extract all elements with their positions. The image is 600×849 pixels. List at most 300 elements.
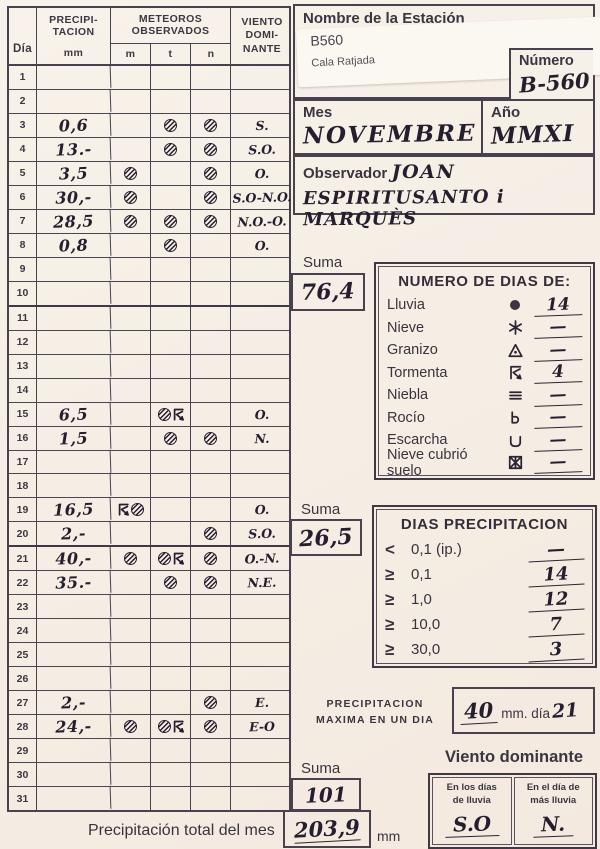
precip-max-label: PRECIPITACION MAXIMA EN UN DIA (316, 698, 434, 726)
threshold-count: 14 (527, 562, 584, 587)
precipitation-value (37, 738, 112, 764)
day-number: 9 (9, 258, 37, 281)
day-number: 27 (9, 691, 37, 714)
meteoro-m-cell (111, 403, 151, 426)
observador-first-name: JOAN (391, 161, 456, 183)
header-precip-unit: mm (63, 47, 84, 59)
meteoro-n-cell (191, 787, 231, 810)
header-col-n: n (207, 48, 215, 60)
rain-observed-icon (204, 215, 217, 228)
storm-observed-icon (172, 408, 185, 421)
meteoro-m-cell (111, 138, 151, 161)
meteoro-m-cell (111, 282, 151, 305)
day-number: 5 (9, 162, 37, 185)
dias-de-item (387, 446, 582, 479)
rain-observed-icon (204, 576, 217, 589)
observador-surname: ESPIRITUSANTO i MARQUÈS (302, 186, 505, 231)
total-precip-unit: mm (377, 828, 401, 844)
day-number: 4 (9, 138, 37, 161)
meteoro-m-cell (111, 498, 151, 521)
number-of-days-box (374, 262, 595, 480)
day-number: 20 (9, 522, 37, 545)
meteoro-t-cell (151, 282, 191, 305)
meteoro-n-cell (191, 715, 231, 738)
meteoro-t-cell (151, 331, 191, 354)
suma3-box (291, 778, 361, 811)
observador-label: Observador (303, 165, 388, 182)
meteoro-m-cell (111, 427, 151, 450)
precipitation-value (37, 280, 112, 306)
rain-observed-icon (164, 119, 177, 132)
month-year-box (293, 99, 595, 155)
precipitation-value (37, 256, 112, 282)
table-row-day-21 (9, 547, 289, 571)
rain-observed-icon (204, 527, 217, 540)
meteoro-m-cell (111, 90, 151, 113)
precipitation-value (37, 786, 112, 812)
suma1-label: Suma (303, 254, 343, 271)
table-row-day-8 (9, 234, 289, 258)
table-row-day-25 (9, 643, 289, 667)
dominant-wind-value: O. (254, 406, 270, 422)
table-row-day-28 (9, 715, 289, 739)
dominant-wind-value (231, 306, 294, 331)
precipitation-value: 1,5 (37, 425, 112, 451)
meteoro-t-cell (151, 186, 191, 209)
meteoro-t-cell (151, 451, 191, 474)
day-number: 3 (9, 114, 37, 137)
dominant-wind-value: S. (255, 117, 269, 134)
dias-precip-row (385, 537, 584, 562)
dias-de-item-label: Granizo (387, 342, 438, 359)
precip-max-unit: mm. día (501, 706, 550, 721)
dominant-wind-title: Viento dominante (444, 748, 584, 766)
meteoro-n-cell (191, 379, 231, 402)
precip-max-box (452, 687, 595, 734)
table-header (9, 8, 289, 66)
rain-observed-icon (204, 143, 217, 156)
meteoro-t-cell (151, 643, 191, 666)
meteoro-n-cell (191, 595, 231, 618)
meteoro-m-cell (111, 715, 151, 738)
table-row-day-14 (9, 379, 289, 403)
precipitation-value: 40,- (37, 546, 112, 572)
table-row-day-18 (9, 474, 289, 498)
table-row-day-24 (9, 619, 289, 643)
meteoro-m-cell (111, 186, 151, 209)
meteoro-n-cell (191, 691, 231, 714)
numero-value: B-560 (518, 67, 591, 98)
day-number: 28 (9, 715, 37, 738)
dias-de-item-value: — (534, 429, 583, 452)
precipitation-value (37, 305, 112, 331)
rain-observed-icon (164, 239, 177, 252)
dominant-wind-value (231, 642, 294, 667)
day-number: 22 (9, 571, 37, 594)
meteoro-n-cell (191, 282, 231, 305)
precipitation-value: 6,5 (37, 401, 112, 427)
suma3-value: 101 (304, 781, 348, 808)
dominant-wind-value (231, 378, 294, 403)
mes-value: NOVEMBRE (302, 119, 477, 150)
table-row-day-23 (9, 595, 289, 619)
dominant-wind-value: N.O.-O. (237, 213, 287, 230)
threshold-label: 0,1 (ip.) (411, 541, 462, 558)
precipitation-value: 2,- (37, 690, 112, 716)
table-row-day-20 (9, 522, 289, 547)
precip-max-value: 40 (459, 697, 498, 725)
threshold-operator: ≥ (385, 639, 395, 659)
dias-precip-row (385, 612, 584, 637)
table-row-day-9 (9, 258, 289, 282)
meteoro-t-cell (151, 138, 191, 161)
wind-max-rain-day-cell: En el día de más lluvia N. (514, 777, 594, 845)
rain-observed-icon (131, 503, 144, 516)
table-row-day-15 (9, 403, 289, 427)
dominant-wind-value (231, 354, 294, 379)
fog-icon (504, 388, 526, 403)
station-number-cell (509, 48, 593, 101)
observer-box (293, 155, 595, 231)
precipitation-value: 24,- (37, 714, 112, 740)
precipitation-value (37, 618, 112, 644)
meteoro-n-cell (191, 763, 231, 786)
rain-observed-icon (204, 119, 217, 132)
precipitation-value: 0,6 (37, 113, 112, 139)
meteoro-m-cell (111, 474, 151, 497)
wind-rain-days-value: S.O (444, 811, 499, 838)
meteoro-n-cell (191, 307, 231, 330)
precipitation-value (37, 329, 112, 355)
station-label: Nombre de la Estación (303, 10, 465, 27)
dominant-wind-value (231, 281, 294, 306)
meteoro-n-cell (191, 66, 231, 89)
meteoro-t-cell (151, 66, 191, 89)
dew-icon (504, 410, 526, 425)
day-number: 18 (9, 474, 37, 497)
meteoro-t-cell (151, 739, 191, 762)
dominant-wind-value (231, 618, 294, 643)
rain-observed-icon (204, 191, 217, 204)
dias-de-title: NUMERO DE DIAS DE: (398, 273, 571, 290)
dominant-wind-value: S.O-N.O. (232, 189, 292, 206)
threshold-operator: < (385, 539, 395, 559)
meteoro-m-cell (111, 667, 151, 690)
meteoro-m-cell (111, 258, 151, 281)
table-row-day-4 (9, 138, 289, 162)
meteoro-t-cell (151, 787, 191, 810)
meteoro-t-cell (151, 114, 191, 137)
table-row-day-10 (9, 282, 289, 307)
dias-de-item-value: 14 (534, 294, 583, 317)
meteoro-m-cell (111, 522, 151, 545)
dominant-wind-value: N. (254, 430, 270, 446)
rain-observed-icon (124, 215, 137, 228)
day-number: 29 (9, 739, 37, 762)
dias-precip-row (385, 637, 584, 662)
storm-observed-icon (117, 503, 130, 516)
header-day: Día (9, 8, 37, 64)
meteoro-n-cell (191, 667, 231, 690)
rain-observed-icon (164, 215, 177, 228)
day-number: 10 (9, 282, 37, 305)
meteoro-m-cell (111, 571, 151, 594)
meteoro-t-cell (151, 763, 191, 786)
rain-observed-icon (204, 696, 217, 709)
precipitation-value: 16,5 (37, 497, 112, 523)
dominant-wind-value (231, 786, 294, 811)
dominant-wind-value: N.E. (247, 574, 277, 591)
dominant-wind-value (231, 450, 294, 475)
meteoro-t-cell (151, 307, 191, 330)
meteoro-t-cell (151, 595, 191, 618)
meteoro-t-cell (151, 667, 191, 690)
day-number: 13 (9, 355, 37, 378)
day-number: 16 (9, 427, 37, 450)
day-number: 19 (9, 498, 37, 521)
rain-observed-icon (124, 167, 137, 180)
numero-label: Número (519, 53, 574, 69)
day-number: 2 (9, 90, 37, 113)
meteoro-m-cell (111, 595, 151, 618)
dominant-wind-value: O. (254, 237, 270, 253)
year-cell (483, 101, 593, 153)
header-col-m: m (111, 44, 151, 64)
month-cell (295, 101, 483, 153)
rain-observed-icon (124, 191, 137, 204)
day-number: 21 (9, 547, 37, 570)
meteoro-t-cell (151, 474, 191, 497)
dominant-wind-value: S.O. (248, 526, 276, 542)
day-number: 1 (9, 66, 37, 89)
table-row-day-27 (9, 691, 289, 715)
day-number: 24 (9, 619, 37, 642)
meteoro-n-cell (191, 474, 231, 497)
table-row-day-2 (9, 90, 289, 114)
meteoro-n-cell (191, 114, 231, 137)
meteoro-t-cell (151, 691, 191, 714)
station-box (293, 4, 595, 99)
meteoro-m-cell (111, 619, 151, 642)
dias-de-item-label: Rocío (387, 409, 425, 426)
precipitation-value (37, 353, 112, 379)
meteoro-m-cell (111, 66, 151, 89)
meteoro-n-cell (191, 331, 231, 354)
day-number: 17 (9, 451, 37, 474)
total-precip-value: 203,9 (293, 814, 361, 843)
rain-observed-icon (204, 167, 217, 180)
precipitation-value: 3,5 (37, 161, 112, 187)
dominant-wind-value (231, 89, 294, 114)
station-name: Cala Ratjada (311, 54, 376, 70)
table-row-day-26 (9, 667, 289, 691)
precipitation-value: 35.- (37, 570, 112, 596)
precipitation-value: 0,8 (37, 232, 112, 258)
dominant-wind-value (231, 474, 294, 499)
dominant-wind-value: E-O (248, 718, 276, 735)
day-number: 11 (9, 307, 37, 330)
suma2-value: 26,5 (298, 523, 354, 552)
table-row-day-29 (9, 739, 289, 763)
table-row-day-22 (9, 571, 289, 595)
dias-precip-title: DIAS PRECIPITACION (400, 516, 569, 533)
meteoro-t-cell (151, 498, 191, 521)
meteoro-t-cell (151, 403, 191, 426)
meteoro-m-cell (111, 355, 151, 378)
rain-icon (504, 298, 526, 312)
meteoro-m-cell (111, 210, 151, 233)
total-precip-box (283, 810, 371, 848)
meteoro-m-cell (111, 739, 151, 762)
table-row-day-3 (9, 114, 289, 138)
meteoro-t-cell (151, 571, 191, 594)
precipitation-value (37, 594, 112, 620)
meteoro-n-cell (191, 210, 231, 233)
dias-de-item-value: — (534, 451, 583, 474)
meteoro-n-cell (191, 403, 231, 426)
day-number: 23 (9, 595, 37, 618)
meteoro-n-cell (191, 498, 231, 521)
storm-observed-icon (172, 720, 185, 733)
day-number: 14 (9, 379, 37, 402)
table-row-day-13 (9, 355, 289, 379)
dias-de-item-label: Nieve (387, 319, 425, 336)
dominant-wind-value: O. (254, 165, 270, 182)
dias-de-item-label: Lluvia (387, 297, 425, 314)
dias-precip-row (385, 562, 584, 587)
dias-de-item (387, 384, 582, 407)
threshold-label: 0,1 (411, 566, 432, 583)
rain-observed-icon (158, 408, 171, 421)
meteoro-m-cell (111, 379, 151, 402)
suma1-box (291, 273, 365, 311)
meteoro-t-cell (151, 379, 191, 402)
header-precipitation: PRECIPI- TACION mm (37, 8, 111, 64)
dominant-wind-value: S.O. (248, 141, 276, 158)
day-number: 12 (9, 331, 37, 354)
snow-icon (504, 320, 526, 335)
dominant-wind-value (231, 330, 294, 355)
threshold-label: 30,0 (411, 641, 441, 658)
meteoro-n-cell (191, 427, 231, 450)
meteoro-n-cell (191, 739, 231, 762)
dias-de-item (387, 339, 582, 362)
meteoro-t-cell (151, 162, 191, 185)
rain-observed-icon (124, 720, 137, 733)
dias-de-item-value: — (534, 339, 583, 362)
precip-max-day: 21 (551, 698, 580, 723)
day-number: 26 (9, 667, 37, 690)
rain-observed-icon (158, 552, 171, 565)
rain-observed-icon (164, 432, 177, 445)
precipitation-value (37, 473, 112, 499)
suma1-value: 76,4 (300, 278, 356, 306)
precipitation-value (37, 762, 112, 788)
meteoro-n-cell (191, 186, 231, 209)
precip-days-box (372, 505, 597, 668)
header-meteoros-subcolumns (111, 43, 230, 64)
rain-observed-icon (204, 552, 217, 565)
meteoro-m-cell (111, 691, 151, 714)
meteoro-n-cell (191, 522, 231, 545)
meteoro-t-cell (151, 258, 191, 281)
wind-max-rain-day-value: N. (533, 811, 574, 837)
precipitation-value (37, 377, 112, 403)
threshold-operator: ≥ (385, 564, 395, 584)
dias-de-item-value: — (534, 406, 583, 429)
dominant-wind-value (231, 738, 294, 763)
dominant-wind-value: E. (254, 694, 270, 711)
day-number: 30 (9, 763, 37, 786)
hail-icon (504, 343, 526, 358)
table-row-day-16 (9, 427, 289, 451)
dias-de-list (387, 294, 582, 479)
table-row-day-12 (9, 331, 289, 355)
meteoro-t-cell (151, 715, 191, 738)
meteoro-n-cell (191, 355, 231, 378)
threshold-operator: ≥ (385, 614, 395, 634)
table-row-day-19 (9, 498, 289, 522)
meteoro-n-cell (191, 162, 231, 185)
precipitation-value (37, 449, 112, 475)
storm-observed-icon (172, 552, 185, 565)
table-row-day-11 (9, 307, 289, 331)
table-row-day-30 (9, 763, 289, 787)
daily-precipitation-table (7, 6, 291, 812)
table-row-day-6 (9, 186, 292, 210)
meteoro-n-cell (191, 619, 231, 642)
meteoro-n-cell (191, 571, 231, 594)
table-row-day-31 (9, 787, 289, 810)
meteoro-t-cell (151, 522, 191, 545)
station-code: B560 (310, 31, 344, 49)
table-row-day-1 (9, 66, 289, 90)
meteoro-t-cell (151, 210, 191, 233)
meteoro-m-cell (111, 763, 151, 786)
day-number: 7 (9, 210, 37, 233)
meteoro-m-cell (111, 787, 151, 810)
precipitation-value (37, 642, 112, 668)
dominant-wind-value (231, 762, 294, 787)
day-number: 15 (9, 403, 37, 426)
rain-observed-icon (204, 720, 217, 733)
threshold-label: 1,0 (411, 591, 432, 608)
dias-precip-row (385, 587, 584, 612)
snow-cover-icon (504, 455, 526, 470)
dias-de-item-label: Tormenta (387, 364, 448, 381)
dias-de-item (387, 294, 582, 317)
meteoro-m-cell (111, 307, 151, 330)
meteoro-n-cell (191, 451, 231, 474)
day-number: 6 (9, 186, 37, 209)
dominant-wind-value (231, 65, 294, 90)
suma2-label: Suma (301, 501, 341, 518)
rain-observed-icon (204, 432, 217, 445)
meteoro-m-cell (111, 331, 151, 354)
dias-de-item-label: Escarcha (387, 432, 448, 449)
meteoro-n-cell (191, 234, 231, 257)
rain-observed-icon (124, 552, 137, 565)
meteoro-t-cell (151, 234, 191, 257)
threshold-count: 3 (527, 637, 584, 662)
dias-precip-list (385, 537, 584, 662)
meteoro-n-cell (191, 258, 231, 281)
total-precip-label: Precipitación total del mes (88, 822, 275, 839)
dias-de-item (387, 317, 582, 340)
dominant-wind-value (231, 666, 294, 691)
dias-de-item-value: 4 (534, 361, 583, 384)
wind-rain-days-cell: En los días de lluvia S.O (432, 777, 512, 845)
